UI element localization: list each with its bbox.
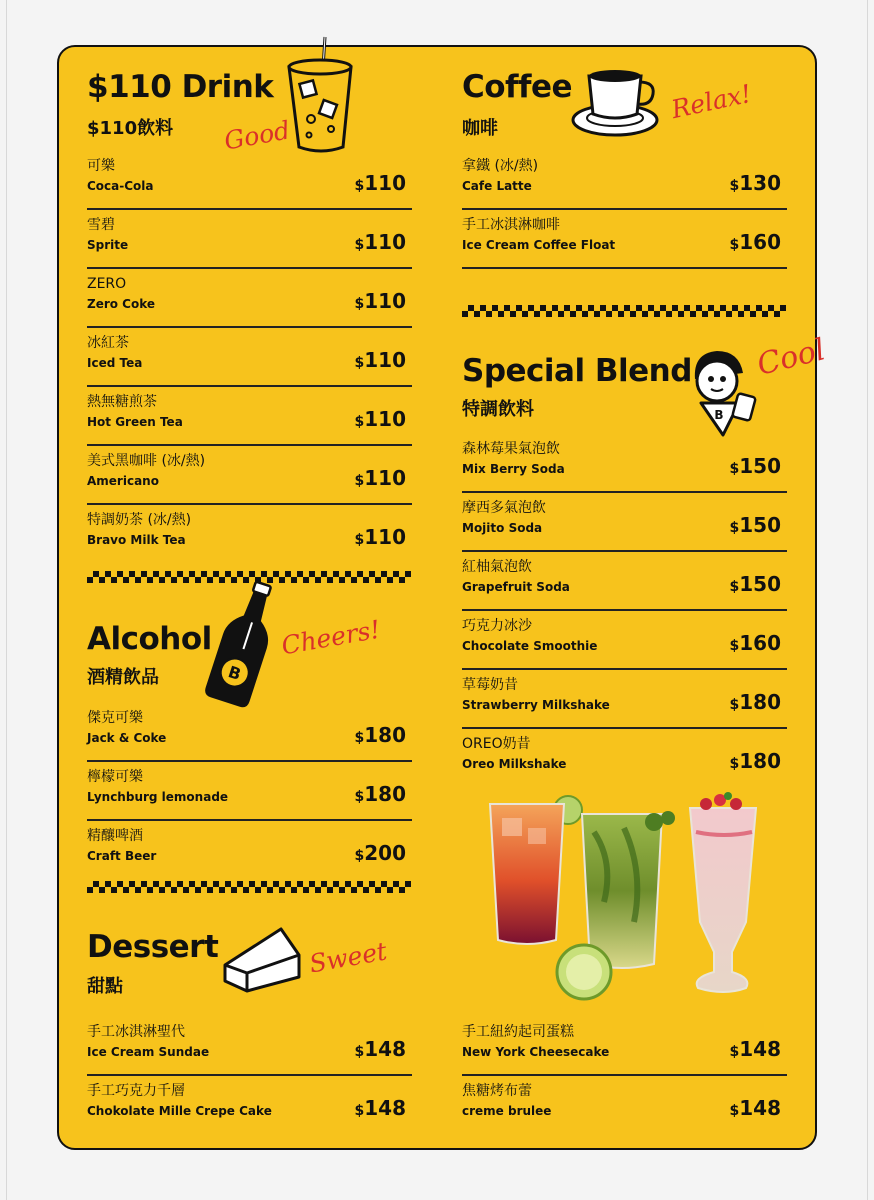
item-name-en: Mojito Soda [462,521,543,535]
special-title: Special Blend [462,353,692,389]
item-name-zh: 熱無糖煎茶 [87,394,157,410]
item-price: $150 [729,513,781,537]
item-name-zh: 雪碧 [87,217,115,233]
coffee-cup-icon [571,62,663,140]
item-name-zh: 巧克力冰沙 [462,618,532,634]
menu-item [87,328,412,387]
item-price: $180 [729,749,781,773]
coffee-tag: Relax! [668,78,754,125]
item-name-en: Mix Berry Soda [462,462,565,476]
item-name-zh: 手工紐約起司蛋糕 [462,1024,574,1040]
item-name-zh: 冰紅茶 [87,335,129,351]
item-price: $110 [354,289,406,313]
item-name-en: Strawberry Milkshake [462,698,610,712]
item-name-zh: 拿鐵 (冰/熱) [462,158,539,174]
svg-text:B: B [225,662,244,684]
item-name-en: Cafe Latte [462,179,532,193]
menu-item [462,434,787,493]
item-name-en: Americano [87,474,159,488]
item-name-en: Craft Beer [87,849,157,863]
item-name-zh: 手工冰淇淋咖啡 [462,217,560,233]
item-price: $110 [354,348,406,372]
menu-item [462,151,787,210]
item-name-zh: 摩西多氣泡飲 [462,500,546,516]
item-name-en: Grapefruit Soda [462,580,570,594]
checker-divider [87,881,411,893]
menu-item [87,703,412,762]
item-name-zh: 精釀啤酒 [87,828,143,844]
item-price: $110 [354,230,406,254]
item-price: $110 [354,525,406,549]
menu-item [462,210,787,269]
item-name-en: Bravo Milk Tea [87,533,186,547]
item-name-en: Ice Cream Sundae [87,1045,210,1059]
item-name-zh: 紅柚氣泡飲 [462,559,532,575]
item-price: $148 [354,1037,406,1061]
item-name-en: Jack & Coke [87,731,167,745]
alcohol-title: Alcohol [87,621,212,657]
item-price: $148 [729,1096,781,1120]
item-name-en: Ice Cream Coffee Float [462,238,616,252]
item-price: $110 [354,171,406,195]
item-name-zh: 傑克可樂 [87,710,143,726]
menu-item [87,1017,412,1076]
menu-item [462,552,787,611]
item-price: $200 [354,841,406,865]
item-name-en: New York Cheesecake [462,1045,610,1059]
item-name-zh: 焦糖烤布蕾 [462,1083,532,1099]
menu-item [87,762,412,821]
menu-item [462,1017,787,1076]
item-name-en: Zero Coke [87,297,156,311]
iced-drink-icon [281,37,361,157]
item-name-zh: 手工冰淇淋聖代 [87,1024,185,1040]
menu-item [87,210,412,269]
alcohol-subtitle: 酒精飲品 [87,667,159,688]
menu-card [57,45,829,1150]
menu-item [87,1076,412,1135]
svg-text:B: B [714,408,724,422]
menu-item [87,505,412,564]
item-name-en: Oreo Milkshake [462,757,567,771]
item-name-en: Iced Tea [87,356,143,370]
drink-subtitle: $110飲料 [87,118,174,139]
item-name-zh: 檸檬可樂 [87,769,143,785]
coffee-title: Coffee [462,69,573,105]
coffee-subtitle: 咖啡 [462,118,498,139]
item-name-zh: ZERO [87,276,127,292]
dessert-subtitle: 甜點 [87,976,123,997]
menu-item [462,729,787,788]
special-tag: Cool [753,332,829,383]
item-price: $130 [729,171,781,195]
menu-item [462,611,787,670]
cake-slice-icon [219,925,303,997]
menu-item [462,493,787,552]
menu-item [87,387,412,446]
item-name-zh: 手工巧克力千層 [87,1083,185,1099]
menu-item [87,446,412,505]
menu-item [87,151,412,210]
item-name-en: Sprite [87,238,129,252]
dessert-title: Dessert [87,929,219,965]
item-name-zh: 特調奶茶 (冰/熱) [87,512,192,528]
item-name-en: Lynchburg lemonade [87,790,229,804]
item-name-en: Chokolate Mille Crepe Cake [87,1104,272,1118]
item-price: $180 [354,782,406,806]
item-price: $160 [729,230,781,254]
item-price: $148 [729,1037,781,1061]
item-name-en: creme brulee [462,1104,552,1118]
item-name-zh: 森林莓果氣泡飲 [462,441,560,457]
special-subtitle: 特調飲料 [462,399,534,420]
item-price: $160 [729,631,781,655]
drink-tag: Good [221,115,293,156]
beer-bottle-icon [209,579,279,709]
item-name-zh: 可樂 [87,158,115,174]
item-price: $180 [729,690,781,714]
item-name-en: Chocolate Smoothie [462,639,598,653]
item-price: $110 [354,466,406,490]
item-name-en: Hot Green Tea [87,415,183,429]
menu-item [87,269,412,328]
item-price: $148 [354,1096,406,1120]
menu-item [87,821,412,880]
drinks-photo [484,792,764,1007]
item-name-zh: 美式黑咖啡 (冰/熱) [87,453,206,469]
item-price: $110 [354,407,406,431]
item-price: $150 [729,572,781,596]
item-price: $150 [729,454,781,478]
dessert-tag: Sweet [307,936,390,979]
item-price: $180 [354,723,406,747]
drink-title: $110 Drink [87,69,274,105]
item-name-en: Coca-Cola [87,179,154,193]
item-name-zh: 草莓奶昔 [462,677,518,693]
checker-divider [462,305,786,317]
menu-item [462,1076,787,1135]
alcohol-tag: Cheers! [279,614,383,661]
menu-item [462,670,787,729]
item-name-zh: OREO奶昔 [462,736,531,752]
